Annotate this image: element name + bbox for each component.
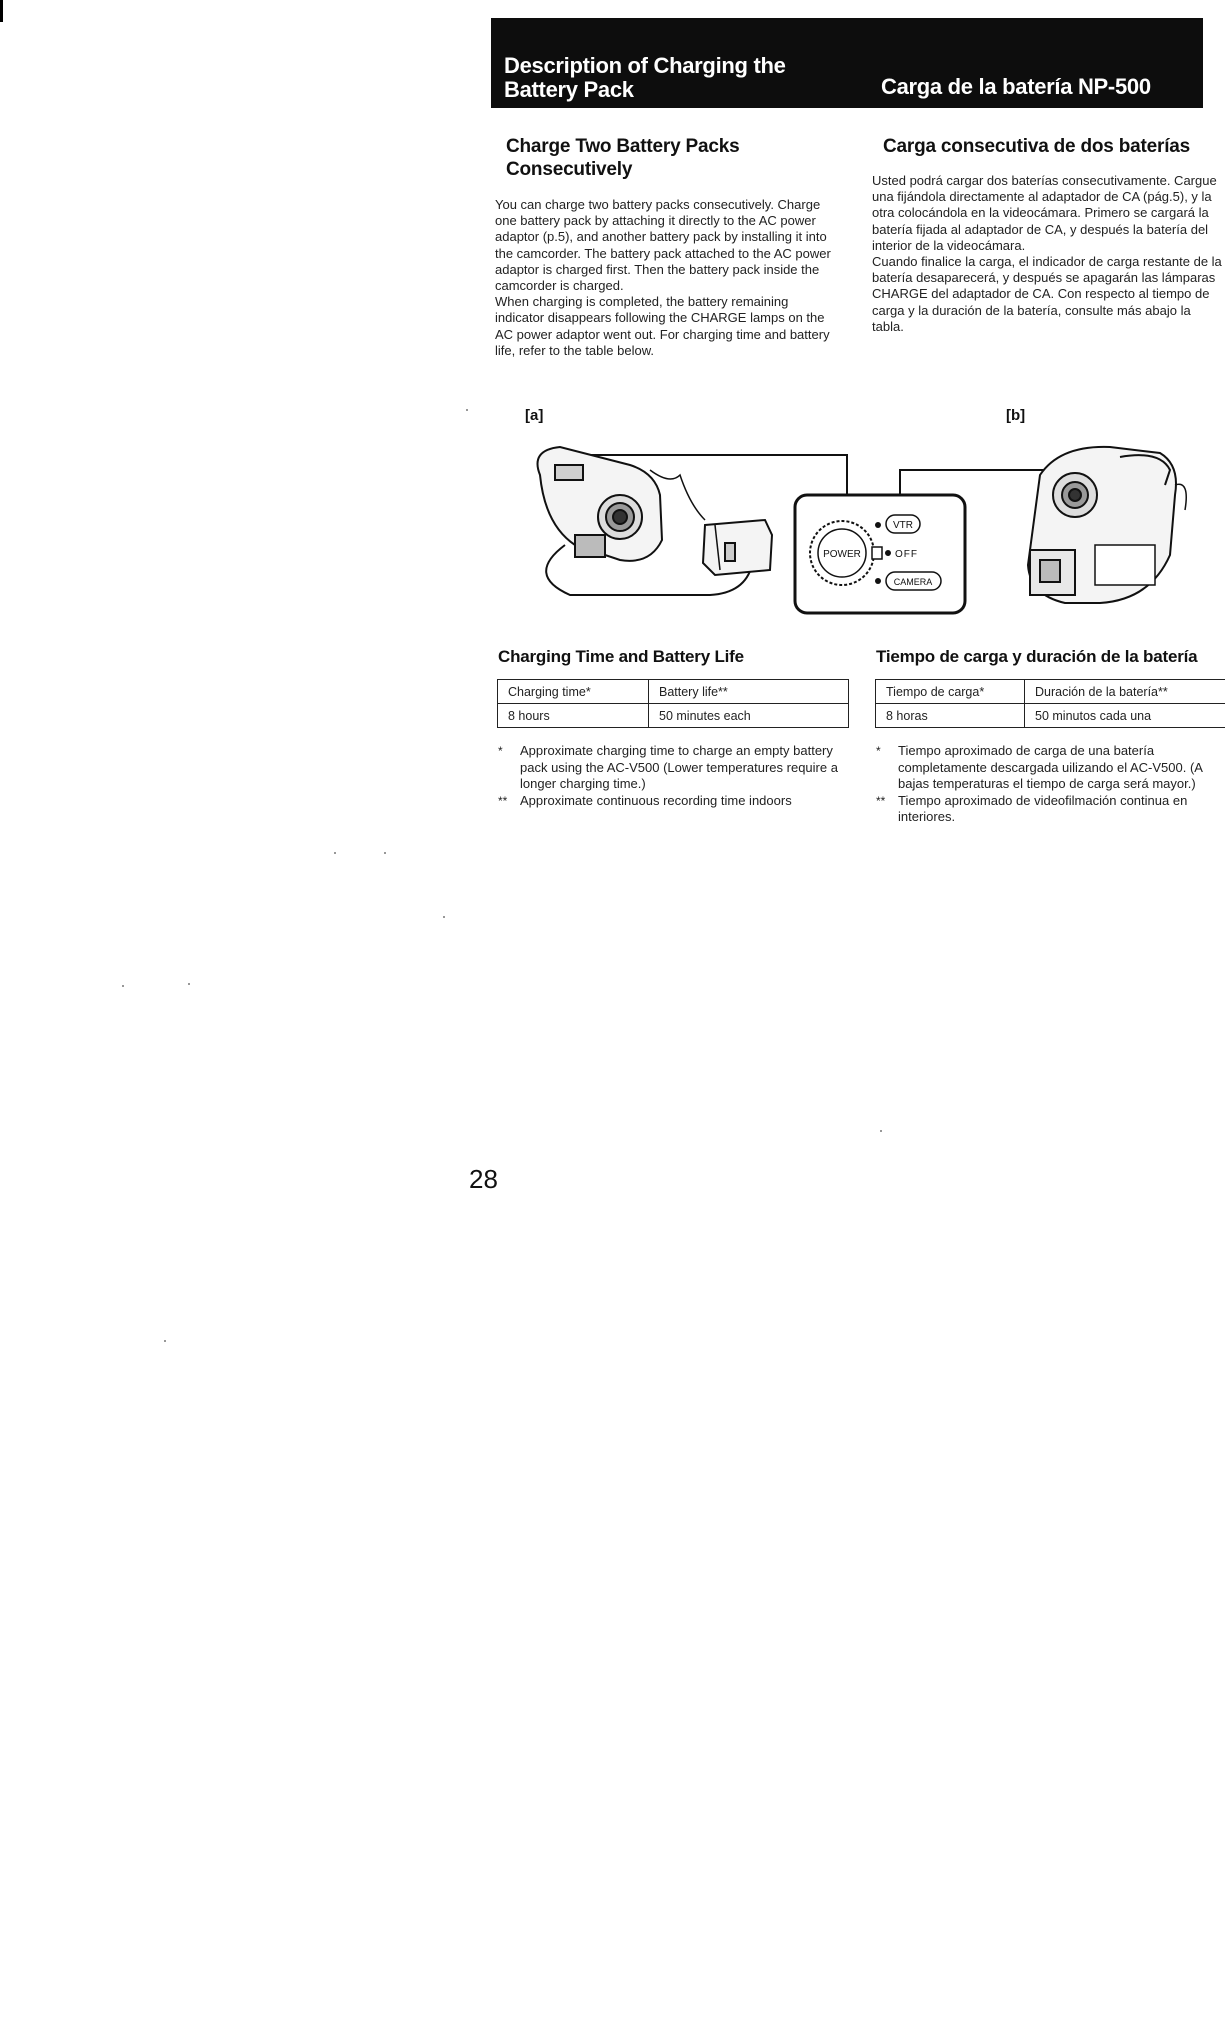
header-title-spanish: Carga de la batería NP-500 [881, 74, 1151, 99]
table-cell-tiempo-carga: 8 horas [876, 704, 1025, 728]
ac-adaptor-illustration [703, 520, 772, 575]
note-mark: ** [498, 793, 508, 808]
section-title-line1: Charge Two Battery Packs [506, 136, 740, 157]
table-title-english: Charging Time and Battery Life [498, 647, 744, 666]
english-paragraph-2: When charging is completed, the battery remaining indicator disappears following the CHARGE lamps on the AC power adaptor went out. For charging time and battery life, refer to the table below. [495, 294, 830, 358]
section-title-line2: Consecutively [506, 159, 633, 180]
table-title-spanish: Tiempo de carga y duración de la batería [876, 647, 1198, 666]
table-header-tiempo-carga: Tiempo de carga* [876, 680, 1025, 704]
notes-spanish [876, 743, 1225, 826]
note-text: Approximate charging time to charge an empty battery pack using the AC-V500 (Lower temperatures require a longer charging time.) [520, 743, 838, 791]
note-text: Tiempo aproximado de carga de una batería completamente descargada uilizando el AC-V500. (A bajas temperaturas el tiempo de carga será mayor.) [898, 743, 1203, 791]
battery-table-spanish [875, 679, 1225, 728]
section-title-spanish: Carga consecutiva de dos baterías [883, 136, 1191, 157]
scan-speck [880, 1130, 882, 1132]
charging-diagram [520, 425, 1225, 625]
table-row [498, 704, 849, 728]
scan-speck [443, 916, 445, 918]
figure-label-b: [b] [1006, 407, 1026, 424]
scan-speck [384, 852, 386, 854]
english-paragraph-1: You can charge two battery packs consecutively. Charge one battery pack by attaching it directly to the AC power adaptor (p.5), and another battery pack by installing it into the camcorder. The battery pack attached to the AC power adaptor is charged first. Then the battery pack inside the camcorder is charged. [495, 197, 831, 294]
dial-off-label: OFF [895, 549, 918, 560]
figure-label-a: [a] [525, 407, 544, 424]
table-row [876, 704, 1225, 728]
dial-vtr-label: VTR [893, 520, 913, 531]
connector-line-right [900, 470, 1060, 495]
margin-rule [0, 0, 3, 22]
dial-power-label: POWER [823, 549, 861, 560]
scan-speck [164, 1340, 166, 1342]
table-header-charging-time: Charging time* [498, 680, 649, 704]
scan-speck [334, 852, 336, 854]
table-header-duracion: Duración de la batería** [1025, 680, 1225, 704]
scan-speck [122, 985, 124, 987]
battery-table-english [497, 679, 849, 728]
note-text: Tiempo aproximado de videofilmación continua en interiores. [898, 792, 1188, 824]
note-item [876, 793, 1225, 826]
scan-speck [188, 983, 190, 985]
scan-speck [466, 409, 468, 411]
note-item [498, 793, 843, 810]
note-item [876, 743, 1225, 793]
spanish-paragraph-1: Usted podrá cargar dos baterías consecutivamente. Cargue una fijándola directamente al adaptador de CA (pág.5), y la otra colocándola en la videocámara. Primero se cargará la batería fijada al adaptador de CA, y después la batería del interior de la videocámara. [872, 173, 1217, 253]
table-header-row [876, 680, 1225, 704]
spanish-body [872, 173, 1225, 335]
note-mark: * [498, 744, 503, 758]
dial-camera-label: CAMERA [893, 577, 933, 587]
table-header-row [498, 680, 849, 704]
table-cell-battery-life: 50 minutes each [649, 704, 849, 728]
header-title-english: Description of Charging the Battery Pack [504, 53, 786, 102]
note-mark: ** [876, 793, 886, 808]
english-body [495, 197, 837, 359]
camcorder-b-illustration [1028, 447, 1186, 603]
page-header [491, 18, 1203, 108]
spanish-paragraph-2: Cuando finalice la carga, el indicador de carga restante de la batería desaparecerá, y después se apagarán las lámparas CHARGE del adaptador de CA. Con respecto al tiempo de carga y la duración de la batería, consulte más abajo la tabla. [872, 254, 1222, 334]
power-dial-callout [795, 495, 965, 613]
note-item [498, 743, 843, 793]
notes-english [498, 743, 843, 809]
page-number: 28 [469, 1164, 498, 1194]
table-cell-charging-time: 8 hours [498, 704, 649, 728]
table-cell-duracion: 50 minutos cada una [1025, 704, 1225, 728]
note-mark: * [876, 744, 881, 758]
table-header-battery-life: Battery life** [649, 680, 849, 704]
note-text: Approximate continuous recording time indoors [520, 792, 792, 808]
section-title-english [506, 135, 740, 181]
